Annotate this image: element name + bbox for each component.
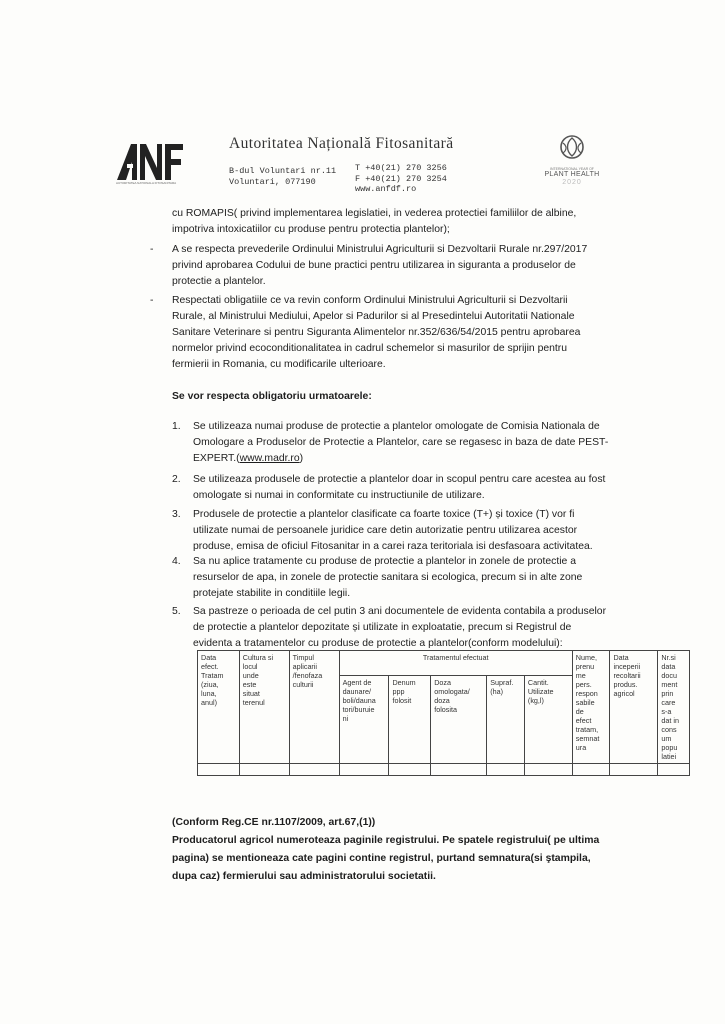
item-line: Se utilizeaza produsele de protectie a plantelor doar in scopul pentru care acestea au fost <box>193 474 606 485</box>
anf-logo <box>117 142 185 180</box>
header-line: care <box>661 698 676 707</box>
header-line: folosita <box>434 704 457 714</box>
item-line: Produsele de protectie a plantelor clasificate ca foarte toxice (T+) și toxice (T) vor fi <box>193 509 575 520</box>
header-line: popu <box>661 743 678 752</box>
header-line: pers. <box>575 680 592 689</box>
table-cell <box>339 764 389 776</box>
header-line: Denum <box>392 677 416 687</box>
header-line: Data <box>201 653 217 662</box>
item-number: 5. <box>172 606 181 617</box>
contact-info <box>355 163 447 195</box>
header-line: me <box>575 671 586 680</box>
intro-line: cu ROMAPIS( privind implementarea legislatiei, in vederea protectiei familiilor de albine, <box>172 208 577 219</box>
col-timing-header <box>289 651 339 764</box>
col-quantity-header <box>524 675 572 763</box>
header-line: terenul <box>242 698 265 707</box>
header-line: ni <box>342 713 349 723</box>
badge-caption: INTERNATIONAL YEAR OF <box>550 167 594 171</box>
header-line: unde <box>242 671 259 680</box>
treatment-register-table <box>197 650 690 776</box>
header-line: locul <box>242 662 258 671</box>
item-text: EXPERT.( <box>193 453 240 464</box>
table-cell <box>610 764 658 776</box>
bullet-line: fermierii in Romania, cu modificarile ulterioare. <box>172 359 386 370</box>
header-line: Agent de <box>342 677 372 687</box>
item-line: produse, emisa de oficiul Fitosanitar in a carei raza teritoriala isi desfasoara activitatea. <box>193 541 593 552</box>
header-line: agricol <box>613 689 635 698</box>
plant-health-icon <box>557 134 587 160</box>
col-date-header <box>198 651 240 764</box>
item-line: protejate stabilite in conditiile legii. <box>193 588 351 599</box>
address-city: Voluntari, 077190 <box>229 177 316 187</box>
col-area-header <box>487 675 525 763</box>
address <box>229 166 336 188</box>
bullet-line: privind aprobarea Codului de bune practici pentru utilizarea in siguranta a produselor de <box>172 260 576 271</box>
bullet-line: A se respecta prevederile Ordinului Ministrului Agriculturii si Dezvoltarii Rurale nr.297/2017 <box>172 244 588 255</box>
note-line: (Conform Reg.CE nr.1107/2009, art.67,(1)) <box>172 817 376 828</box>
table-cell <box>389 764 431 776</box>
header-line: produs. <box>613 680 638 689</box>
item-line: de protectie a plantelor depozitate și utilizate in exploatatie, precum si Registrul de <box>193 622 572 633</box>
item-number: 2. <box>172 474 181 485</box>
header-line: aplicarii <box>292 662 318 671</box>
header-line: s-a <box>661 707 672 716</box>
item-line: resurselor de apa, in zonele de protectie sanitara si ecologica, precum si in alte zone <box>193 572 583 583</box>
fax-number: F +40(21) 270 3254 <box>355 173 447 184</box>
table-cell <box>524 764 572 776</box>
header-line: efect. <box>201 662 219 671</box>
address-street: B-dul Voluntari nr.11 <box>229 166 337 176</box>
header-line: inceperii <box>613 662 641 671</box>
header-line: (ha) <box>490 686 504 696</box>
header-line: boli/dauna <box>342 695 376 705</box>
header-line: anul) <box>201 698 217 707</box>
table-cell <box>431 764 487 776</box>
item-number: 1. <box>172 421 181 432</box>
header-line: dat in <box>661 716 679 725</box>
header-line: recoltarii <box>613 671 641 680</box>
header-line: Nume, <box>575 653 597 662</box>
header-line: luna, <box>201 689 217 698</box>
header-line: este <box>242 680 257 689</box>
header-line: Nr.si <box>661 653 676 662</box>
item-line: Se utilizeaza numai produse de protectie a plantelor omologate de Comisia Nationala de <box>193 421 600 432</box>
treatment-group-header: Tratamentul efectuat <box>339 651 572 676</box>
col-person-header <box>572 651 610 764</box>
item-line: evidenta a tratamentelor cu produse de protectie a plantelor(conform modelului): <box>193 638 563 649</box>
table-cell <box>487 764 525 776</box>
note-line: dupa caz) fermierului sau administratorului societatii. <box>172 871 436 882</box>
note-line: pagina) se mentioneaza cate pagini contine registrul, purtand semnatura(si ştampila, <box>172 853 591 864</box>
bullet-line: Sanitare Veterinare si pentru Siguranta Alimentelor nr.352/636/54/2015 pentru aprobarea <box>172 327 581 338</box>
logo-subtext: AUTORITATEA NATIONALA FITOSANITARA <box>116 181 177 185</box>
header-line: prin <box>661 689 674 698</box>
phone-number: T +40(21) 270 3256 <box>355 163 447 173</box>
item-line: omologate si numai in conformitate cu instructiunile de utilizare. <box>193 490 485 501</box>
header-line: data <box>661 662 676 671</box>
letterhead <box>0 0 725 200</box>
col-dose-header <box>431 675 487 763</box>
table-cell <box>198 764 240 776</box>
item-line-with-link <box>193 451 637 467</box>
bullet-line: protectie a plantelor. <box>172 276 266 287</box>
item-text: ) <box>299 453 304 464</box>
header-line: culturii <box>292 680 314 689</box>
table-cell <box>572 764 610 776</box>
badge-title: PLANT HEALTH <box>544 171 600 178</box>
badge-year: 2020 <box>562 179 582 186</box>
header-line: cons <box>661 725 677 734</box>
header-line: ura <box>575 743 587 752</box>
intro-line: impotriva intoxicatiilor cu produse pentru protectia plantelor); <box>172 224 450 235</box>
header-line: Doza <box>434 677 451 687</box>
header-line: situat <box>242 689 260 698</box>
item-line: utilizate numai de persoanele juridice care detin autorizatie pentru utilizarea acestor <box>193 525 578 536</box>
item-number: 3. <box>172 509 181 520</box>
table-cell <box>289 764 339 776</box>
header-line: Cantit. <box>527 677 549 687</box>
header-line: semnat <box>575 734 600 743</box>
header-line: Cultura si <box>242 653 274 662</box>
organization-name: Autoritatea Națională Fitosanitară <box>229 135 454 152</box>
header-line: doza <box>434 695 450 705</box>
header-line: efect <box>575 716 592 725</box>
madr-link[interactable]: www.madr.ro <box>239 453 300 464</box>
header-line: ppp <box>392 686 405 696</box>
bullet-line: normelor privind ecoconditionalitatea in cadrul schemelor si masurilor de sprijin pentru <box>172 343 568 354</box>
plant-health-badge <box>532 134 612 187</box>
table-row <box>198 764 690 776</box>
note-line: Producatorul agricol numeroteaza paginile registrului. Pe spatele registrului( pe ultima <box>172 835 600 846</box>
item-line: Sa nu aplice tratamente cu produse de protectie a plantelor in zonele de protectie a <box>193 556 576 567</box>
table-cell <box>239 764 289 776</box>
table-header-row <box>198 651 690 676</box>
header-line: respon <box>575 689 598 698</box>
col-product-header <box>389 675 431 763</box>
item-line: Sa pastreze o perioada de cel putin 3 ani documentele de evidenta contabila a produselor <box>193 606 607 617</box>
header-line: tratam, <box>575 725 599 734</box>
col-pest-header <box>339 675 389 763</box>
col-document-header <box>658 651 690 764</box>
item-number: 4. <box>172 556 181 567</box>
header-line: um <box>661 734 672 743</box>
header-line: Tratam <box>201 671 224 680</box>
header-line: ment <box>661 680 678 689</box>
header-line: de <box>575 707 584 716</box>
col-harvest-header <box>610 651 658 764</box>
header-line: Timpul <box>292 653 314 662</box>
website: www.anfdf.ro <box>355 184 417 194</box>
header-line: tori/buruie <box>342 704 375 714</box>
header-line: omologata/ <box>434 686 470 696</box>
header-line: Data <box>613 653 629 662</box>
header-line: Utilizate <box>527 686 554 696</box>
header-line: prenu <box>575 662 595 671</box>
bullet-dash: - <box>150 295 154 306</box>
header-line: daunare/ <box>342 686 371 696</box>
bullet-line: Rurale, al Ministrului Mediului, Apelor si Padurilor si al Presedintelui Autoritatii Nationale <box>172 311 575 322</box>
header-line: sabile <box>575 698 595 707</box>
header-line: (kg,l) <box>527 695 544 705</box>
header-line: Supraf. <box>490 677 514 687</box>
bullet-line: Respectati obligatiile ce va revin conform Ordinului Ministrului Agriculturii si Dezvoltarii <box>172 295 568 306</box>
table-cell <box>658 764 690 776</box>
bullet-dash: - <box>150 244 154 255</box>
header-line: docu <box>661 671 677 680</box>
section-title: Se vor respecta obligatoriu urmatoarele: <box>172 391 372 402</box>
header-line: (ziua, <box>201 680 219 689</box>
header-line: /fenofaza <box>292 671 323 680</box>
col-crop-header <box>239 651 289 764</box>
header-line: latiei <box>661 752 677 761</box>
item-line: Omologare a Produselor de Protectie a Plantelor, care se regasesc in baza de date PEST- <box>193 437 609 448</box>
header-line: folosit <box>392 695 412 705</box>
